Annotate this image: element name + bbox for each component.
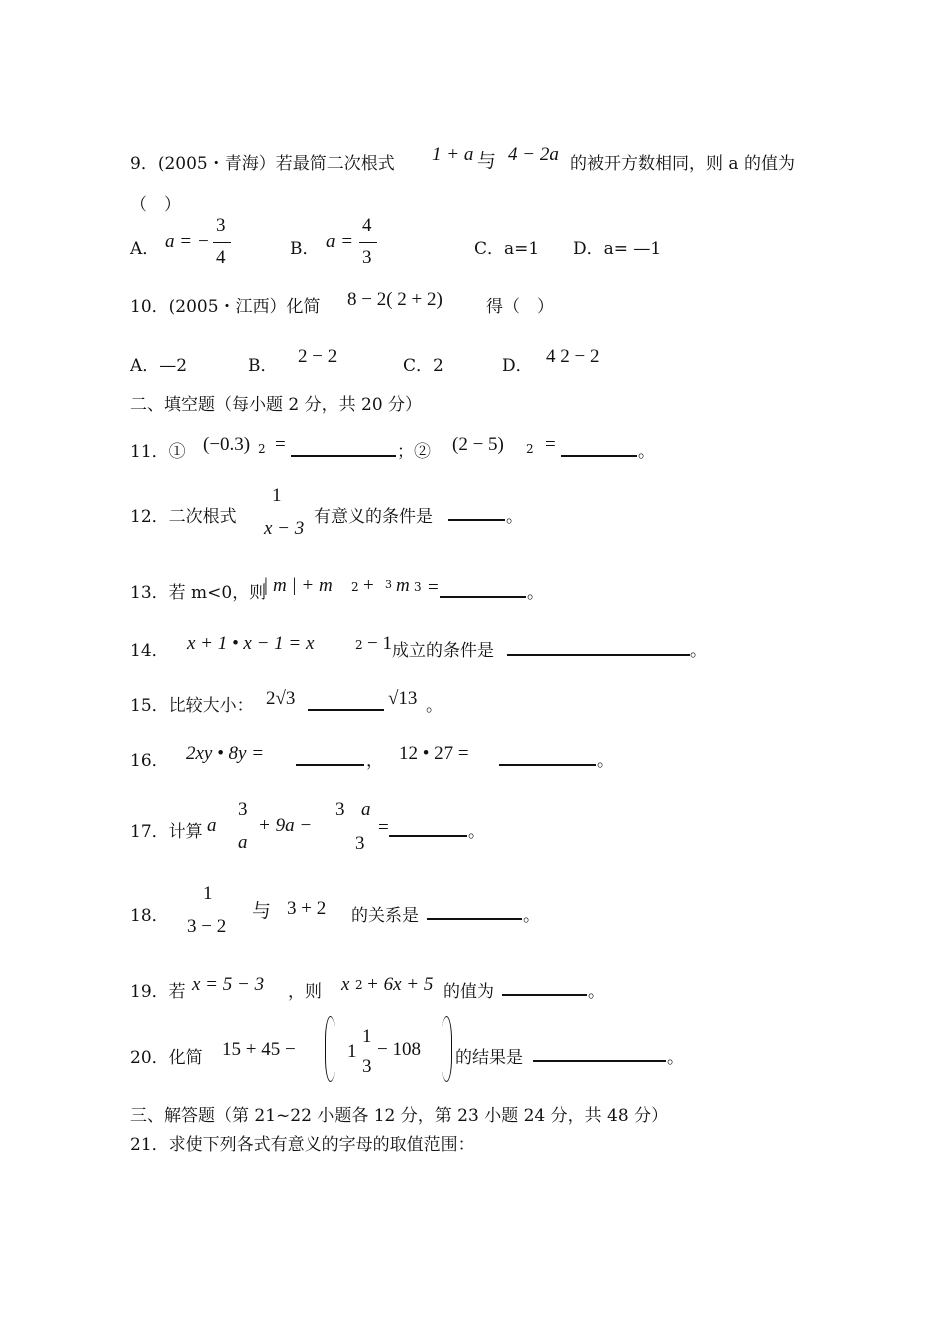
q9-option-a-den: 4 <box>216 247 226 268</box>
q9-radicand-2: 4 − 2a <box>508 144 559 165</box>
q9-prefix: 9．(2005・青海）若最简二次根式 <box>130 154 395 174</box>
q13-expr-1-exponent: 2 <box>351 580 359 594</box>
q16-blank-1[interactable] <box>296 764 364 766</box>
q11-prefix: 11．① <box>130 442 186 462</box>
q14-blank[interactable] <box>507 654 690 656</box>
q20-blank[interactable] <box>533 1060 666 1062</box>
q10-option-b-expr: 2 − 2 <box>298 346 338 367</box>
q19-exponent: 2 <box>355 978 363 992</box>
q18-yu: 与 <box>252 900 272 922</box>
q11-end: 。 <box>638 442 655 462</box>
q9-option-a-lhs: a = − <box>165 231 210 252</box>
q16-expr-1: 2xy • 8y = <box>186 743 265 764</box>
section-2-heading: 二、填空题（每小题 2 分，共 20 分） <box>130 395 423 415</box>
q9-radicand-1: 1 + a <box>432 144 474 165</box>
q16-prefix: 16． <box>130 751 169 771</box>
q19-expr-1: x = 5 − 3 <box>192 974 265 995</box>
q10-option-a: A．—2 <box>130 356 188 376</box>
q15-expr-1: 2√3 <box>266 688 296 709</box>
q20-fraction-den: 3 <box>362 1056 372 1077</box>
q10-option-c: C．2 <box>403 356 444 376</box>
q20-end: 。 <box>667 1048 684 1068</box>
q17-end: 。 <box>468 822 485 842</box>
q10-option-d-expr: 4 2 − 2 <box>546 346 600 367</box>
q18-end: 。 <box>523 906 540 926</box>
q19-expr-3: + 6x + 5 <box>366 974 434 995</box>
q20-expr-2: − 108 <box>377 1039 421 1060</box>
q13-end: 。 <box>527 583 544 603</box>
q9-paren: （ ） <box>130 195 181 215</box>
q9-yu: 与 <box>477 150 497 172</box>
q17-eq: = <box>378 817 389 838</box>
q14-prefix: 14． <box>130 641 169 661</box>
q13-root-index: 3 <box>385 578 392 591</box>
q19-suffix: 的值为 <box>443 982 494 1002</box>
q20-left-paren <box>325 1016 336 1082</box>
q11-eq-2: = <box>545 434 556 455</box>
q12-fraction-num: 1 <box>272 485 282 506</box>
q10-option-d-label: D． <box>502 356 533 376</box>
q20-expr-1: 15 + 45 − <box>222 1039 296 1060</box>
q9-option-c: C．a=1 <box>474 239 540 259</box>
q9-option-b-num: 4 <box>362 215 372 236</box>
q9-option-d: D．a= —1 <box>573 239 662 259</box>
q9-option-a-fraction-bar <box>213 242 231 243</box>
q13-plus: + <box>363 575 374 596</box>
q13-expr-1: | m | + m <box>263 575 333 596</box>
q17-fraction-2-den: 3 <box>355 833 365 854</box>
q10-option-b-label: B． <box>248 356 278 376</box>
q13-expr-3-exponent: 3 <box>414 580 422 594</box>
q19-expr-2: x <box>341 974 350 995</box>
q20-fraction-num: 1 <box>362 1026 372 1047</box>
q12-suffix: 有意义的条件是 <box>314 507 433 527</box>
q15-end: 。 <box>426 696 443 716</box>
q11-expr-1-exponent: 2 <box>258 442 266 456</box>
q17-fraction-2-num: a <box>361 799 371 820</box>
q17-fraction-1-den: a <box>238 832 248 853</box>
q20-suffix: 的结果是 <box>455 1048 523 1068</box>
q13-eq: = <box>428 577 439 598</box>
q15-blank[interactable] <box>308 709 384 711</box>
q11-separator: ；② <box>397 442 431 462</box>
q19-prefix: 19．若 <box>130 982 186 1002</box>
q9-suffix: 的被开方数相同，则 a 的值为 <box>570 154 795 174</box>
q18-fraction-num: 1 <box>203 883 213 904</box>
q17-fraction-2-coef: 3 <box>335 799 345 820</box>
q11-eq-1: = <box>275 434 286 455</box>
q14-expr: x + 1 • x − 1 = x <box>187 633 315 654</box>
q9-option-a-num: 3 <box>216 215 226 236</box>
q15-prefix: 15．比较大小： <box>130 696 254 716</box>
q9-option-a-label: A． <box>130 239 160 259</box>
q19-end: 。 <box>588 982 605 1002</box>
q16-separator: ， <box>366 751 383 771</box>
q11-expr-2: (2 − 5) <box>452 434 504 455</box>
q18-prefix: 18． <box>130 906 169 926</box>
q14-exponent: 2 <box>355 638 363 652</box>
q18-expr: 3 + 2 <box>287 898 327 919</box>
q17-fraction-1-num: 3 <box>238 799 248 820</box>
q15-expr-2: √13 <box>388 688 418 709</box>
q10-expression: 8 − 2( 2 + 2) <box>347 289 443 310</box>
q16-expr-2: 12 • 27 = <box>399 743 469 764</box>
q12-end: 。 <box>506 507 523 527</box>
q18-suffix: 的关系是 <box>351 906 419 926</box>
q11-blank-1[interactable] <box>291 455 396 457</box>
q17-a: a <box>207 815 217 836</box>
q16-end: 。 <box>597 751 614 771</box>
q14-suffix: 成立的条件是 <box>392 641 494 661</box>
q19-middle: ，则 <box>288 982 322 1002</box>
q20-right-paren <box>441 1016 452 1082</box>
q11-expr-2-exponent: 2 <box>526 442 534 456</box>
q14-expr-2: − 1 <box>367 633 392 654</box>
q11-blank-2[interactable] <box>561 455 637 457</box>
q10-suffix: 得（ ） <box>486 297 554 317</box>
section-3-heading: 三、解答题（第 21~22 小题各 12 分，第 23 小题 24 分，共 48 分） <box>130 1106 669 1126</box>
q9-option-b-den: 3 <box>362 247 372 268</box>
q18-fraction-den: 3 − 2 <box>187 916 227 937</box>
q9-option-b-lhs: a = <box>326 231 354 252</box>
q12-fraction-den: x − 3 <box>264 518 305 539</box>
q17-blank[interactable] <box>389 835 467 837</box>
q13-expr-3: m <box>396 575 410 596</box>
q13-prefix: 13．若 m<0，则 <box>130 583 267 603</box>
q18-blank[interactable] <box>427 918 522 920</box>
q19-blank[interactable] <box>502 994 587 996</box>
q20-whole: 1 <box>347 1041 357 1062</box>
q16-blank-2[interactable] <box>499 764 596 766</box>
q10-prefix: 10．(2005・江西）化简 <box>130 297 321 317</box>
q9-option-b-label: B． <box>290 239 320 259</box>
q17-middle: + 9a − <box>258 815 313 836</box>
q20-prefix: 20．化简 <box>130 1048 203 1068</box>
q13-blank[interactable] <box>440 596 526 598</box>
q12-prefix: 12．二次根式 <box>130 507 237 527</box>
q11-expr-1: (−0.3) <box>203 434 251 455</box>
q12-blank[interactable] <box>448 519 505 521</box>
q21-text: 21．求使下列各式有意义的字母的取值范围： <box>130 1135 475 1155</box>
q14-end: 。 <box>690 641 707 661</box>
q17-prefix: 17．计算 <box>130 822 203 842</box>
q9-option-b-fraction-bar <box>359 242 377 243</box>
